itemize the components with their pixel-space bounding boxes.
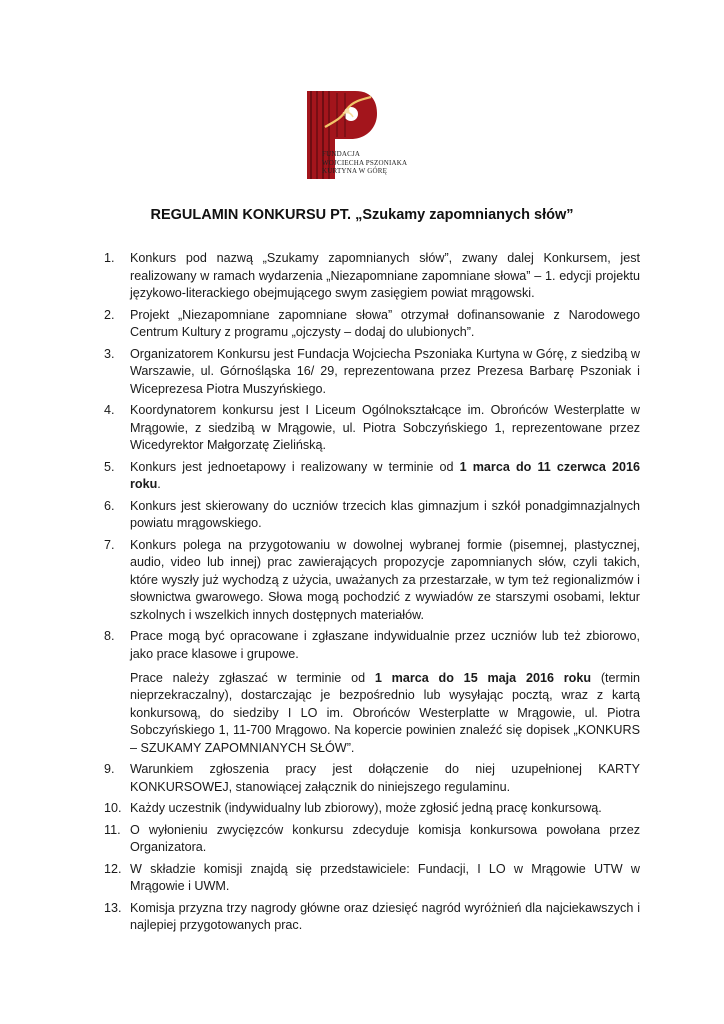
rule-date-range: 1 marca do 15 maja 2016 roku xyxy=(374,670,592,685)
logo-line-3: KURTYNA W GÓRĘ xyxy=(322,167,388,175)
logo-caption xyxy=(322,150,407,176)
rule-text: Warunkiem zgłoszenia pracy jest dołączenie do niej uzupełnionej KARTY KONKURSOWEJ, stanowiącej załącznik do niniejszego regulaminu. xyxy=(130,762,640,794)
rule-number: 5. xyxy=(104,459,115,474)
rule-text: W składzie komisji znajdą się przedstawiciele: Fundacji, I LO w Mrągowie UTW w Mrągowie i UWM. xyxy=(130,861,640,894)
rule-number: 10. xyxy=(104,801,122,816)
rule-number: 1. xyxy=(104,251,115,265)
rule-number: 13. xyxy=(104,900,122,915)
rule-text-after: . xyxy=(157,477,161,492)
rule-number: 3. xyxy=(104,346,115,361)
rule-text: Każdy uczestnik (indywidualny lub zbiorowy), może zgłosić jedną pracę konkursową. xyxy=(130,801,602,816)
rule-text xyxy=(130,459,640,494)
rule-item xyxy=(104,307,640,342)
rule-number: 7. xyxy=(104,537,115,552)
rule-number: 11. xyxy=(104,822,121,837)
rule-text-before: Prace należy zgłaszać w terminie od xyxy=(130,670,375,685)
foundation-logo xyxy=(307,91,422,181)
rule-item xyxy=(104,900,640,935)
rule-date-range: 1 marca do 11 czerwca 2016 roku xyxy=(130,459,641,492)
rule-number: 6. xyxy=(104,498,115,513)
rule-text: Komisja przyzna trzy nagrody główne oraz dziesięć nagród wyróżnień dla najciekawszych i najlepiej przygotowanych prac. xyxy=(130,900,640,933)
rule-text: Projekt „Niezapomniane zapomniane słowa” otrzymał dofinansowanie z Narodowego Centrum Kultury z programu „ojczysty – dodaj do ulubionych”. xyxy=(130,307,640,340)
rule-text-continued xyxy=(130,670,640,758)
rule-text: Organizatorem Konkursu jest Fundacja Wojciecha Pszoniaka Kurtyna w Górę, z siedzibą w Warszawie, ul. Górnośląska 16/ 29, reprezentowana przez Prezesa Barbarę Pszoniak i Wiceprezesa Piotra Muszyńskiego. xyxy=(130,346,640,396)
rule-text: Koordynatorem konkursu jest I Liceum Ogólnokształcące im. Obrońców Westerplatte w Mrągowie, z siedzibą w Mrągowie, ul. Piotra Sobczyńskiego 1, reprezentowane przez Wicedyrektor Małgorzatę Zielińską. xyxy=(130,403,640,453)
rule-item xyxy=(104,250,640,303)
rule-item xyxy=(104,402,640,455)
rule-number: 8. xyxy=(104,629,115,644)
rule-text: Konkurs polega na przygotowaniu w dowolnej wybranej formie (pisemnej, plastycznej, audio, video lub innej) prac zawierających propozycje zapomnianych słów, czyli takich, które wyszły już wychodzą z użycia, uważanych za przestarzałe, w tym też regionalizmów i słownictwa gwarowego. Słowa mogą pochodzić z wywiadów ze starszymi osobami, lektur szkolnych i wszelkich innych dostępnych materiałów. xyxy=(130,537,640,623)
rule-item xyxy=(104,537,640,625)
rule-number: 12. xyxy=(104,861,122,876)
rule-item xyxy=(104,822,640,857)
rule-item xyxy=(104,459,640,494)
rule-item xyxy=(104,346,640,399)
rule-number: 4. xyxy=(104,403,115,418)
rules-list xyxy=(104,250,640,939)
rule-text-before: Konkurs jest jednoetapowy i realizowany w terminie od xyxy=(130,459,460,474)
rule-text: O wyłonieniu zwycięzców konkursu zdecyduje komisja konkursowa powołana przez Organizatora. xyxy=(130,822,640,855)
rule-text-after: (termin nieprzekraczalny), dostarczając je bezpośrednio lub wysyłając pocztą, wraz z kartą konkursową, do siedziby I LO im. Obrońców Westerplatte w Mrągowie, ul. Piotra Sobczyńskiego 1, 11-700 Mrągowo. Na kopercie powinien znaleźć się dopisek „KONKURS – SZUKAMY ZAPOMNIANYCH SŁÓW”. xyxy=(130,670,641,756)
logo-line-1: FUNDACJA xyxy=(322,150,361,158)
rule-text: Konkurs pod nazwą „Szukamy zapomnianych słów”, zwany dalej Konkursem, jest realizowany w ramach wydarzenia „Niezapomniane zapomniane słowa” – 1. edycji projektu językowo-literackiego obejmującego swym zasięgiem powiat mrągowski. xyxy=(130,251,640,301)
document-title: REGULAMIN KONKURSU PT. „Szukamy zapomnianych słów” xyxy=(150,207,574,223)
rule-item xyxy=(104,761,640,796)
rule-item xyxy=(104,628,640,757)
rule-item xyxy=(104,800,640,818)
rule-text: Prace mogą być opracowane i zgłaszane indywidualnie przez uczniów lub też zbiorowo, jako prace klasowe i grupowe. xyxy=(130,629,640,662)
rule-text: Konkurs jest skierowany do uczniów trzecich klas gimnazjum i szkół ponadgimnazjalnych powiatu mrągowskiego. xyxy=(130,498,640,531)
rule-item xyxy=(104,861,640,896)
rule-number: 9. xyxy=(104,762,115,777)
rule-item xyxy=(104,498,640,533)
logo-line-2: WOJCIECHA PSZONIAKA xyxy=(322,158,408,167)
rule-number: 2. xyxy=(104,307,115,322)
